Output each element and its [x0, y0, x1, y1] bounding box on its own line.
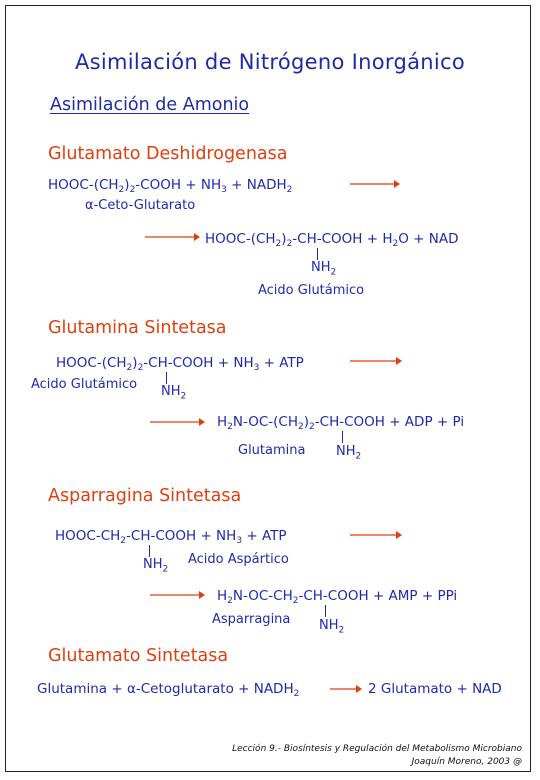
label-asparagine: Asparragina — [212, 612, 291, 627]
equation-gogat-reactants: Glutamina + α-Cetoglutarato + $NADH_2$ — [37, 681, 300, 699]
label-aspartic-acid: Acido Aspártico — [188, 552, 289, 567]
nh2-group: $NH_2$ — [319, 618, 345, 636]
arrow-as-2 — [150, 589, 205, 601]
label-alpha-ketoglutarate: α-Ceto-Glutarato — [85, 198, 196, 213]
page-title: Asimilación de Nitrógeno Inorgánico — [74, 50, 465, 74]
arrow-as-1 — [350, 529, 402, 541]
footer-lesson: Lección 9.- Biosíntesis y Regulación del Metabolismo Microbiano — [232, 744, 522, 754]
nh2-group: $NH_2$ — [311, 260, 337, 278]
section-heading-gdh: Glutamato Deshidrogenasa — [48, 144, 288, 164]
equation-gdh-products: HOOC-$(CH_2)_2-CH$-COOH + $H_2O$ + NAD — [205, 231, 459, 249]
equation-gs-products: $H_2N-OC-(CH_2)_2-CH$-COOH + ADP + Pi — [217, 414, 465, 432]
bond-line — [325, 605, 326, 617]
bond-line — [317, 248, 318, 260]
arrow-gogat — [330, 683, 362, 695]
section-heading-as: Asparragina Sintetasa — [48, 486, 242, 506]
section-heading-gogat: Glutamato Sintetasa — [48, 646, 229, 666]
label-glutamic-acid-2: Acido Glutámico — [31, 377, 138, 392]
footer-credits — [232, 743, 522, 769]
page-subtitle: Asimilación de Amonio — [50, 95, 250, 115]
nh2-group: $NH_2$ — [143, 557, 169, 575]
bond-line — [149, 545, 150, 557]
equation-gs-reactants: HOOC-$(CH_2)_2-CH$-COOH + $NH_3$ + ATP — [56, 355, 304, 373]
label-glutamic-acid: Acido Glutámico — [258, 283, 365, 298]
arrow-gs-2 — [150, 416, 205, 428]
bond-line — [342, 431, 343, 443]
equation-gogat-products: 2 Glutamato + NAD — [368, 681, 502, 697]
label-glutamine: Glutamina — [238, 443, 306, 458]
arrow-gdh-2 — [145, 231, 200, 243]
bond-line — [166, 372, 167, 384]
nh2-group: $NH_2$ — [336, 444, 362, 462]
nh2-group: $NH_2$ — [161, 384, 187, 402]
equation-as-reactants: HOOC-$CH_2-CH$-COOH + $NH_3$ + ATP — [55, 528, 287, 546]
arrow-gs-1 — [350, 355, 402, 367]
arrow-gdh-1 — [350, 178, 400, 190]
equation-gdh-reactants: HOOC-$(CH_2)_2$-COOH + $NH_3$ + $NADH_2$ — [48, 177, 293, 195]
equation-as-products: $H_2N-OC-CH_2-CH$-COOH + AMP + PPi — [217, 588, 458, 606]
section-heading-gs: Glutamina Sintetasa — [48, 318, 227, 338]
footer-author: Joaquín Moreno, 2003 @ — [411, 757, 522, 767]
